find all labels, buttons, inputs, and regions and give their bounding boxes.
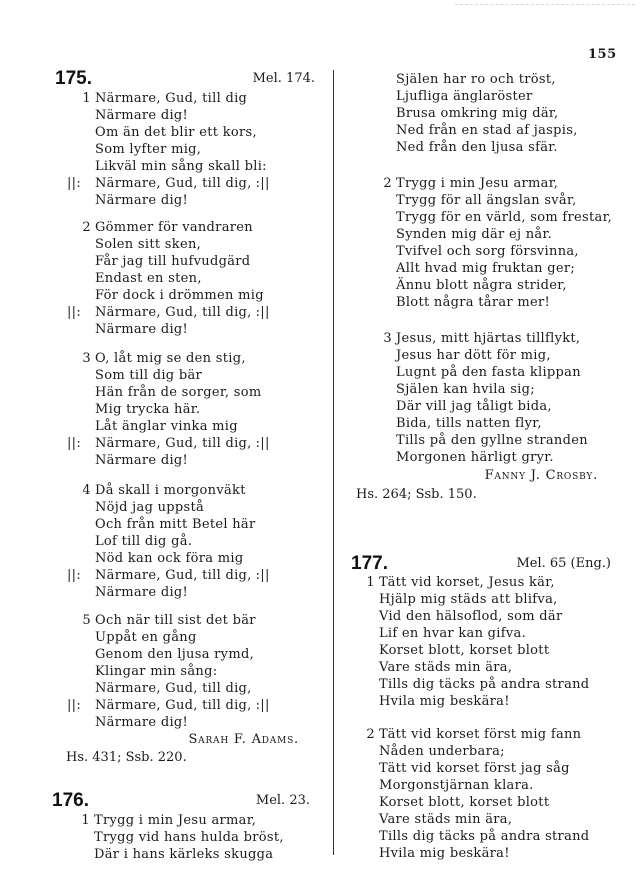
verse-line: Tills dig täcks på andra strand <box>379 829 590 844</box>
verse-line: Trygg för en värld, som frestar, <box>396 210 613 225</box>
verse-line: Närmare, Gud, till dig, <box>95 436 252 451</box>
verse-number: 4 <box>82 483 91 498</box>
verse-line: Närmare dig! <box>95 193 189 208</box>
hymn-177 <box>351 553 611 575</box>
verse-line: Nåden underbara; <box>379 744 505 759</box>
verse-line: Uppåt en gång <box>95 630 197 645</box>
hymnal-references: Hs. 264; Ssb. 150. <box>356 487 477 502</box>
verse-line: Trygg vid hans hulda bröst, <box>94 830 284 845</box>
verse-line: Trygg i min Jesu armar, <box>396 176 559 191</box>
verse-line: Trygg i min Jesu armar, <box>94 813 257 828</box>
hymn-176-verse-1-continued <box>396 71 578 156</box>
scan-artifact <box>455 4 635 7</box>
verse-line: Hvila mig beskära! <box>379 846 510 861</box>
verse-line: Genom den ljusa rymd, <box>95 647 255 662</box>
author-credit: Fanny J. Crosby. <box>484 468 598 483</box>
hymn-176 <box>52 790 310 812</box>
verse-line: Och från mitt Betel här <box>95 517 256 532</box>
verse-line: Brusa omkring mig där, <box>396 106 559 121</box>
verse-line: Där vill jag tåligt bida, <box>396 399 552 414</box>
verse-line: Ännu blott några strider, <box>396 278 567 293</box>
verse-line: Tvifvel och sorg försvinna, <box>396 244 579 259</box>
verse-line: Hjälp mig städs att blifva, <box>379 592 558 607</box>
verse-number: 5 <box>82 613 91 628</box>
verse-line: Om än det blir ett kors, <box>95 125 257 140</box>
hymn-175-verse-4 <box>67 482 270 601</box>
verse-line: Tills på den gyllne stranden <box>396 433 588 448</box>
hymn-176-verse-1 <box>81 812 284 863</box>
repeat-open-sign: ||: <box>67 436 82 451</box>
verse-line: Som lyfter mig, <box>95 142 202 157</box>
verse-line: Synden mig där ej når. <box>396 227 552 242</box>
verse-line: Själen kan hvila sig; <box>396 382 535 397</box>
hymn-175-verse-2 <box>67 219 270 338</box>
verse-number: 2 <box>82 220 91 235</box>
verse-line: Nöd kan ock föra mig <box>95 551 244 566</box>
hymn-176-verse-2 <box>383 175 613 311</box>
melody-reference: Mel. 23. <box>255 793 310 808</box>
verse-line: O, låt mig se den stig, <box>95 351 246 366</box>
repeat-open-sign: ||: <box>67 698 82 713</box>
verse-line: Närmare, Gud, till dig <box>95 91 248 106</box>
verse-line: Närmare, Gud, till dig, <box>95 305 252 320</box>
verse-line: Som till dig bär <box>95 368 203 383</box>
verse-number: 3 <box>383 331 392 346</box>
verse-line: Närmare dig! <box>95 453 189 468</box>
verse-line: Solen sitt sken, <box>95 237 202 252</box>
verse-line: Endast en sten, <box>95 271 202 286</box>
verse-line: Tätt vid korset först mig fann <box>379 727 582 742</box>
repeat-close-sign: :|| <box>255 176 270 191</box>
verse-number: 2 <box>366 727 375 742</box>
verse-line: Närmare, Gud, till dig, <box>95 568 252 583</box>
column-divider <box>333 70 334 855</box>
verse-line: Vid den hälsoflod, som där <box>379 609 563 624</box>
verse-line: Vare städs min ära, <box>379 660 513 675</box>
verse-line: Ned från den ljusa sfär. <box>396 140 558 155</box>
hymn-177-verse-1 <box>366 574 590 710</box>
hymn-175-verse-3 <box>67 350 270 469</box>
verse-line: Mig trycka här. <box>95 402 201 417</box>
verse-line: Ljufliga änglaröster <box>396 89 533 104</box>
verse-line: Tätt vid korset först jag såg <box>379 761 570 776</box>
repeat-close-sign: :|| <box>255 436 270 451</box>
verse-line: Tätt vid korset, Jesus kär, <box>379 575 555 590</box>
verse-line: Lof till dig gå. <box>95 534 193 549</box>
verse-line: Likväl min sång skall bli: <box>95 159 267 174</box>
verse-line: Jesus, mitt hjärtas tillflykt, <box>396 331 581 346</box>
repeat-close-sign: :|| <box>255 698 270 713</box>
verse-line: Tills dig täcks på andra strand <box>379 677 590 692</box>
hymn-number: 177. <box>351 553 388 574</box>
hymn-175 <box>55 68 315 90</box>
verse-line: Låt änglar vinka mig <box>95 419 238 434</box>
verse-line: Korset blott, korset blott <box>379 795 550 810</box>
hymn-175-verse-1 <box>67 90 270 209</box>
verse-line: Gömmer för vandraren <box>95 220 253 235</box>
verse-line: Trygg för all ängslan svår, <box>396 193 577 208</box>
melody-reference: Mel. 65 (Eng.) <box>516 556 611 571</box>
verse-line: Närmare, Gud, till dig, <box>95 176 252 191</box>
verse-number: 1 <box>81 813 90 828</box>
verse-line: Där i hans kärleks skugga <box>94 847 274 862</box>
verse-line: Får jag till hufvudgärd <box>95 254 251 269</box>
hymn-header <box>55 68 315 90</box>
verse-line: Hvila mig beskära! <box>379 694 510 709</box>
verse-line: Närmare dig! <box>95 322 189 337</box>
repeat-open-sign: ||: <box>67 568 82 583</box>
verse-number: 2 <box>383 176 392 191</box>
repeat-open-sign: ||: <box>67 305 82 320</box>
verse-line: Morgonen härligt gryr. <box>396 450 554 465</box>
hymn-header <box>52 790 310 812</box>
verse-line: Närmare, Gud, till dig, <box>95 681 252 696</box>
hymn-number: 176. <box>52 790 89 811</box>
verse-line: Och när till sist det bär <box>95 613 256 628</box>
verse-line: Då skall i morgonväkt <box>95 483 246 498</box>
hymn-number: 175. <box>55 68 92 89</box>
repeat-close-sign: :|| <box>255 568 270 583</box>
verse-line: Bida, tills natten flyr, <box>396 416 542 431</box>
verse-number: 1 <box>82 91 91 106</box>
verse-number: 3 <box>82 351 91 366</box>
verse-number: 1 <box>366 575 375 590</box>
verse-line: För dock i drömmen mig <box>95 288 264 303</box>
verse-line: Närmare, Gud, till dig, <box>95 698 252 713</box>
verse-line: Lif en hvar kan gifva. <box>379 626 526 641</box>
melody-reference: Mel. 174. <box>252 71 315 86</box>
verse-line: Hän från de sorger, som <box>95 385 262 400</box>
verse-line: Klingar min sång: <box>95 664 218 679</box>
hymnal-references: Hs. 431; Ssb. 220. <box>66 750 187 765</box>
verse-line: Närmare dig! <box>95 585 189 600</box>
verse-line: Blott några tårar mer! <box>396 295 551 310</box>
verse-line: Lugnt på den fasta klippan <box>396 365 581 380</box>
verse-line: Närmare dig! <box>95 715 189 730</box>
verse-line: Ned från en stad af jaspis, <box>396 123 578 138</box>
page-number: 155 <box>588 47 617 62</box>
verse-line: Själen har ro och tröst, <box>396 72 556 87</box>
verse-line: Närmare dig! <box>95 108 189 123</box>
hymn-176-verse-3 <box>383 330 588 466</box>
hymn-175-verse-5 <box>67 612 270 731</box>
repeat-close-sign: :|| <box>255 305 270 320</box>
hymn-177-verse-2 <box>366 726 590 862</box>
repeat-open-sign: ||: <box>67 176 82 191</box>
verse-line: Vare städs min ära, <box>379 812 513 827</box>
verse-line: Nöjd jag uppstå <box>95 500 205 515</box>
verse-line: Allt hvad mig fruktan ger; <box>396 261 576 276</box>
hymn-header <box>351 553 611 575</box>
verse-line: Morgonstjärnan klara. <box>379 778 534 793</box>
verse-line: Korset blott, korset blott <box>379 643 550 658</box>
author-credit: Sarah F. Adams. <box>188 732 299 747</box>
verse-line: Jesus har dött för mig, <box>396 348 551 363</box>
